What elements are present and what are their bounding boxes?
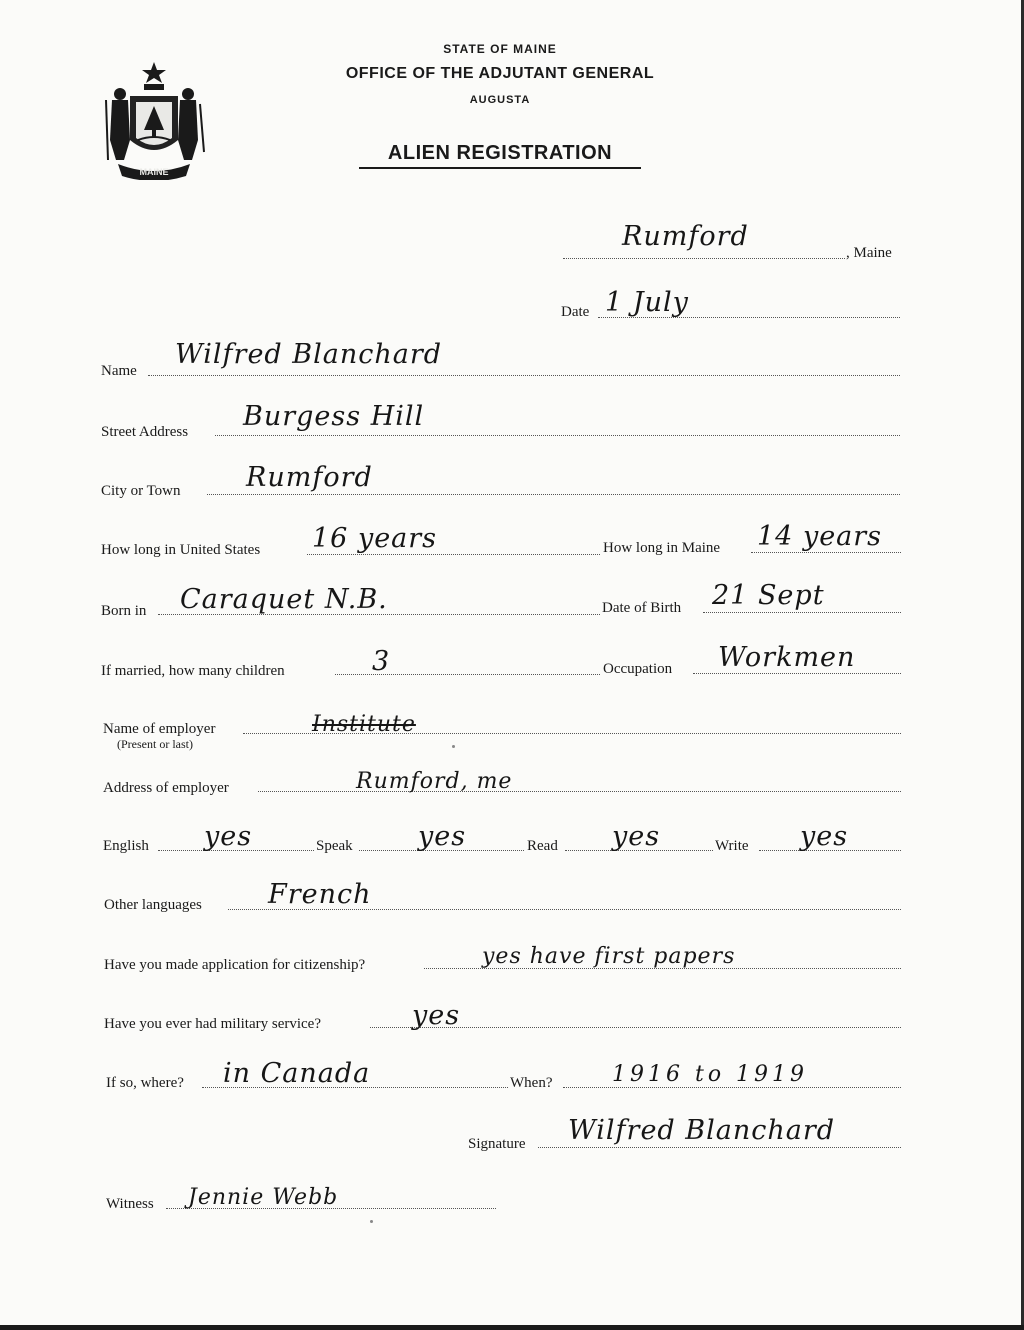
citizenship-label: Have you made application for citizenship? (104, 957, 366, 973)
english-label: English (103, 838, 149, 854)
office-heading: OFFICE OF THE ADJUTANT GENERAL (345, 65, 655, 82)
scan-speck (452, 745, 455, 748)
how-long-maine-value: 14 years (757, 521, 883, 552)
date-of-birth-label: Date of Birth (602, 600, 682, 616)
city-heading: AUGUSTA (469, 94, 531, 106)
city-label: City or Town (101, 483, 181, 499)
street-address-line (215, 435, 900, 436)
street-address-value: Burgess Hill (243, 401, 425, 432)
english-value: yes (204, 821, 253, 852)
write-label: Write (715, 838, 749, 854)
where-label: If so, where? (106, 1075, 184, 1091)
how-long-maine-line (751, 552, 901, 553)
occupation-value: Workmen (718, 642, 856, 673)
scan-speck (370, 1220, 373, 1223)
children-label: If married, how many children (101, 663, 285, 679)
signature-line (538, 1147, 901, 1148)
signature-label: Signature (468, 1136, 526, 1152)
occupation-label: Occupation (603, 661, 673, 677)
military-value: yes (412, 1000, 461, 1031)
employer-label: Name of employer (103, 721, 216, 737)
when-value: 1916 to 1919 (612, 1062, 809, 1087)
date-label: Date (561, 304, 590, 320)
title-underline (359, 167, 641, 169)
employer-value: Institute (312, 712, 416, 737)
read-value: yes (612, 821, 661, 852)
how-long-us-label: How long in United States (101, 542, 261, 558)
employer-address-label: Address of employer (103, 780, 229, 796)
witness-value: Jennie Webb (188, 1185, 339, 1210)
signature-value: Wilfred Blanchard (568, 1115, 836, 1146)
city-value: Rumford (246, 462, 373, 493)
when-label: When? (510, 1075, 553, 1091)
name-line (148, 375, 900, 376)
employer-address-line (258, 791, 901, 792)
name-value: Wilfred Blanchard (175, 339, 443, 370)
how-long-us-line (307, 554, 600, 555)
state-heading: STATE OF MAINE (443, 42, 557, 56)
name-label: Name (101, 363, 137, 379)
town-line (563, 258, 845, 259)
seal-banner-text: MAINE (139, 167, 169, 177)
citizenship-value: yes have first papers (482, 944, 736, 969)
speak-label: Speak (316, 838, 353, 854)
other-languages-label: Other languages (104, 897, 202, 913)
date-of-birth-value: 21 Sept (712, 580, 825, 611)
state-seal-icon (100, 60, 208, 180)
date-of-birth-line (703, 612, 901, 613)
employer-address-value: Rumford, me (356, 769, 513, 794)
speak-value: yes (418, 821, 467, 852)
date-value: 1 July (605, 287, 689, 318)
born-in-value: Caraquet N.B. (180, 584, 388, 615)
city-line (207, 494, 900, 495)
witness-label: Witness (106, 1196, 154, 1212)
born-in-label: Born in (101, 603, 147, 619)
where-value: in Canada (223, 1058, 371, 1089)
occupation-line (693, 673, 901, 674)
how-long-maine-label: How long in Maine (603, 540, 721, 556)
how-long-us-value: 16 years (312, 523, 438, 554)
town-value: Rumford (622, 221, 749, 252)
children-value: 3 (372, 646, 391, 677)
read-label: Read (527, 838, 558, 854)
form-title: ALIEN REGISTRATION (387, 142, 613, 164)
other-languages-value: French (268, 879, 372, 910)
military-label: Have you ever had military service? (104, 1016, 321, 1032)
maine-label: , Maine (846, 245, 892, 261)
employer-sublabel: (Present or last) (117, 737, 193, 751)
scan-border-bottom (0, 1325, 1024, 1330)
street-address-label: Street Address (101, 424, 189, 440)
write-value: yes (800, 821, 849, 852)
